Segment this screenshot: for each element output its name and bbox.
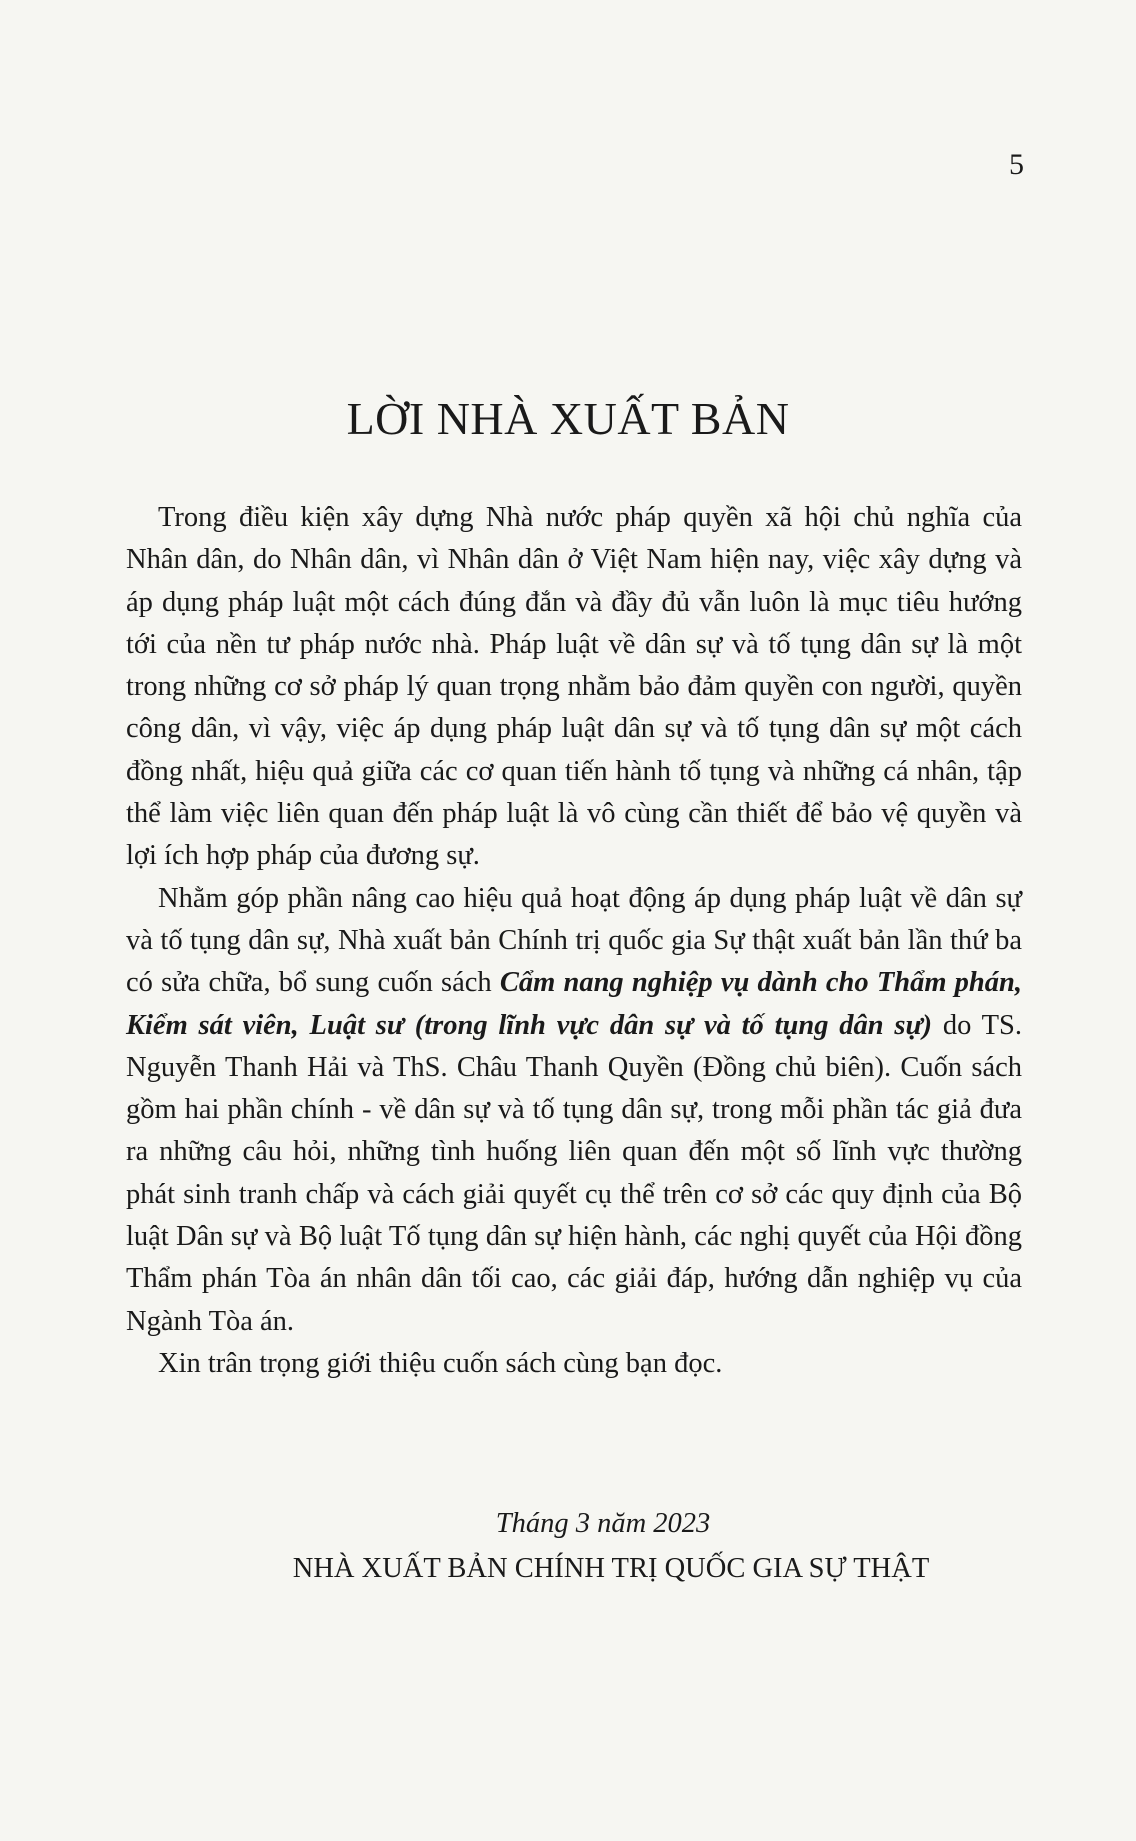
publication-date: Tháng 3 năm 2023	[495, 1508, 711, 1539]
page-title: LỜI NHÀ XUẤT BẢN	[346, 393, 790, 444]
paragraph-2-intro: Nhằm góp phần nâng cao hiệu quả hoạt động áp dụng pháp luật về dân sự và tố tụng dân sự, Nhà xuất bản Chính trị quốc gia Sự thật xuất bản lần thứ ba có sửa chữa, bổ sung cuốn sách	[126, 882, 1022, 999]
paragraph-3: Xin trân trọng giới thiệu cuốn sách cùng bạn đọc.	[158, 1347, 723, 1379]
paragraph-2-rest: do TS. Nguyễn Thanh Hải và ThS. Châu Thanh Quyền (Đồng chủ biên). Cuốn sách gồm hai phần chính - về dân sự và tố tụng dân sự, trong mỗi phần tác giả đưa ra những câu hỏi, những tình huống liên quan đến một số lĩnh vực thường phát sinh tranh chấp và cách giải quyết cụ thể trên cơ sở các quy định của Bộ luật Dân sự và Bộ luật Tố tụng dân sự hiện hành, các nghị quyết của Hội đồng Thẩm phán Tòa án nhân dân tối cao, các giải đáp, hướng dẫn nghiệp vụ của Ngành Tòa án.	[126, 1009, 1022, 1337]
publisher-name: NHÀ XUẤT BẢN CHÍNH TRỊ QUỐC GIA SỰ THẬT	[292, 1553, 930, 1584]
body-text	[126, 497, 1022, 1385]
paragraph-1: Trong điều kiện xây dựng Nhà nước pháp quyền xã hội chủ nghĩa của Nhân dân, do Nhân dân, vì Nhân dân ở Việt Nam hiện nay, việc xây dựng và áp dụng pháp luật một cách đúng đắn và đầy đủ vẫn luôn là mục tiêu hướng tới của nền tư pháp nước nhà. Pháp luật về dân sự và tố tụng dân sự là một trong những cơ sở pháp lý quan trọng nhằm bảo đảm quyền con người, quyền công dân, vì vậy, việc áp dụng pháp luật dân sự và tố tụng dân sự một cách đồng nhất, hiệu quả giữa các cơ quan tiến hành tố tụng và những cá nhân, tập thể làm việc liên quan đến pháp luật là vô cùng cần thiết để bảo vệ quyền và lợi ích hợp pháp của đương sự.	[126, 502, 1022, 872]
book-title: Cẩm nang nghiệp vụ dành cho Thẩm phán, Kiểm sát viên, Luật sư (trong lĩnh vực dân sự và tố tụng dân sự)	[126, 967, 1022, 1041]
page-number: 5	[1009, 148, 1024, 181]
paragraph-2	[126, 878, 1022, 1343]
